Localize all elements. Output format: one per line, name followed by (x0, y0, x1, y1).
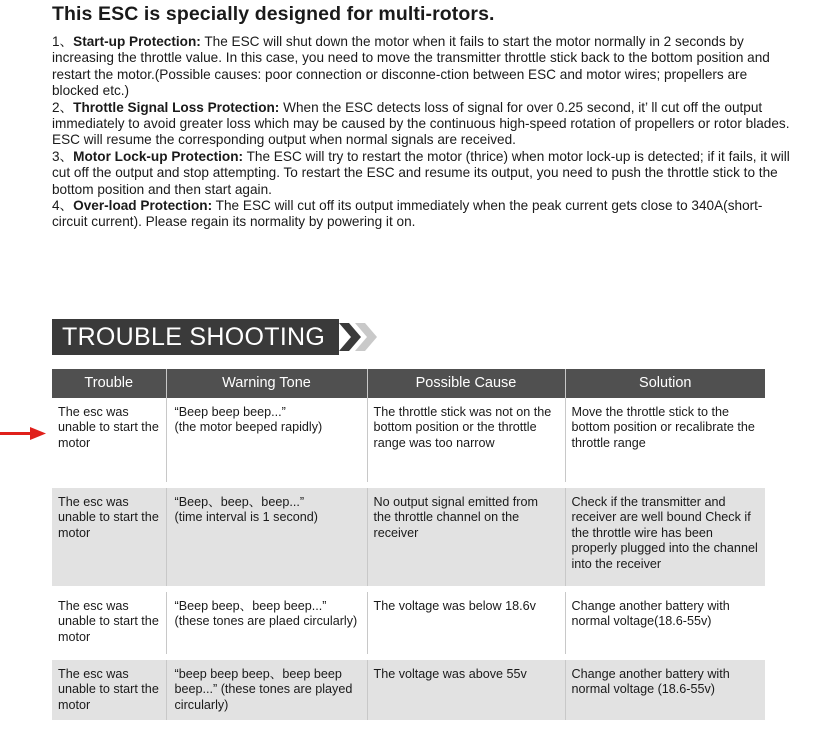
cell-cause: The voltage was above 55v (367, 660, 565, 720)
cell-cause: The voltage was below 18.6v (367, 592, 565, 654)
header-possible-cause: Possible Cause (367, 369, 565, 398)
tone-text: “Beep beep、beep beep...” (these tones are plaed circularly) (174, 599, 358, 629)
tone-text: “beep beep beep、beep beep beep...” (these tones are played circularly) (174, 667, 353, 712)
cell-tone (166, 592, 367, 654)
cell-tone (166, 398, 367, 482)
cell-trouble: The esc was unable to start the motor (52, 398, 166, 482)
cell-trouble: The esc was unable to start the motor (52, 592, 166, 654)
protection-1-num: 1、 (52, 34, 74, 49)
cell-cause: The throttle stick was not on the bottom position or the throttle range was too narrow (367, 398, 565, 482)
table-row (52, 398, 765, 482)
header-trouble: Trouble (52, 369, 166, 398)
cell-solution: Change another battery with normal voltage (18.6-55v) (565, 660, 765, 720)
intro-section (52, 0, 792, 231)
tone-text: “Beep beep beep...” (the motor beeped rapidly) (174, 405, 323, 435)
protection-4-heading: Over-load Protection: (73, 198, 213, 214)
table-row (52, 660, 765, 720)
protection-list (52, 34, 792, 231)
protection-1-text: The ESC will shut down the motor when it fails to start the motor normally in 2 seconds by increasing the throttle value. In this case, you need to move the transmitter throttle stick back to the bottom position and restart the motor.(Possible causes: poor connection or disconne-ction between ESC and motor wires; propellers are blocked etc.) (52, 34, 770, 99)
protection-2-num: 2、 (52, 99, 74, 115)
cell-tone (166, 488, 367, 586)
cell-solution: Change another battery with normal voltage(18.6-55v) (565, 592, 765, 654)
protection-3-text: The ESC will try to restart the motor (thrice) when motor lock-up is detected; if it fails, it will cut off the output and stop attempting. To restart the ESC and resume its output, you need to push the throttle stick to the bottom position and then start again. (52, 148, 790, 197)
protection-3-heading: Motor Lock-up Protection: (73, 148, 244, 164)
cell-cause: No output signal emitted from the throttle channel on the receiver (367, 488, 565, 586)
table-row (52, 592, 765, 654)
cell-trouble: The esc was unable to start the motor (52, 488, 166, 586)
protection-4-num: 4、 (52, 198, 74, 214)
cell-trouble: The esc was unable to start the motor (52, 660, 166, 720)
protection-1-heading: Start-up Protection: (73, 34, 201, 49)
header-solution: Solution (565, 369, 765, 398)
protection-2-heading: Throttle Signal Loss Protection: (73, 99, 280, 115)
header-warning-tone: Warning Tone (166, 369, 367, 398)
protection-2-text: When the ESC detects loss of signal for over 0.25 second, it’ ll cut off the output immediately to avoid greater loss which may be caused by the continuous high-speed rotation of propellers or rotor blades. ESC will resume the corresponding output when normal signals are received. (52, 99, 790, 148)
tone-text: “Beep、beep、beep...” (time interval is 1 second) (174, 495, 318, 525)
trouble-table (52, 369, 765, 720)
page-title: This ESC is specially designed for multi-rotors. (52, 3, 495, 25)
cell-solution: Move the throttle stick to the bottom position or recalibrate the throttle range (565, 398, 765, 482)
table-row (52, 488, 765, 586)
cell-solution: Check if the transmitter and receiver are well bound Check if the throttle wire has been properly plugged into the channel into the receiver (565, 488, 765, 586)
protection-4-text: The ESC will cut off its output immediately when the peak current gets close to 340A(short-circuit current). Please regain its normality by powering it on. (52, 198, 763, 230)
cell-tone (166, 660, 367, 720)
trouble-shooting-banner (52, 319, 383, 355)
double-chevron-icon (339, 319, 383, 355)
table-header-row (52, 369, 765, 398)
red-arrow-icon (0, 427, 48, 441)
protection-3-num: 3、 (52, 148, 74, 164)
section-heading: TROUBLE SHOOTING (52, 319, 339, 355)
